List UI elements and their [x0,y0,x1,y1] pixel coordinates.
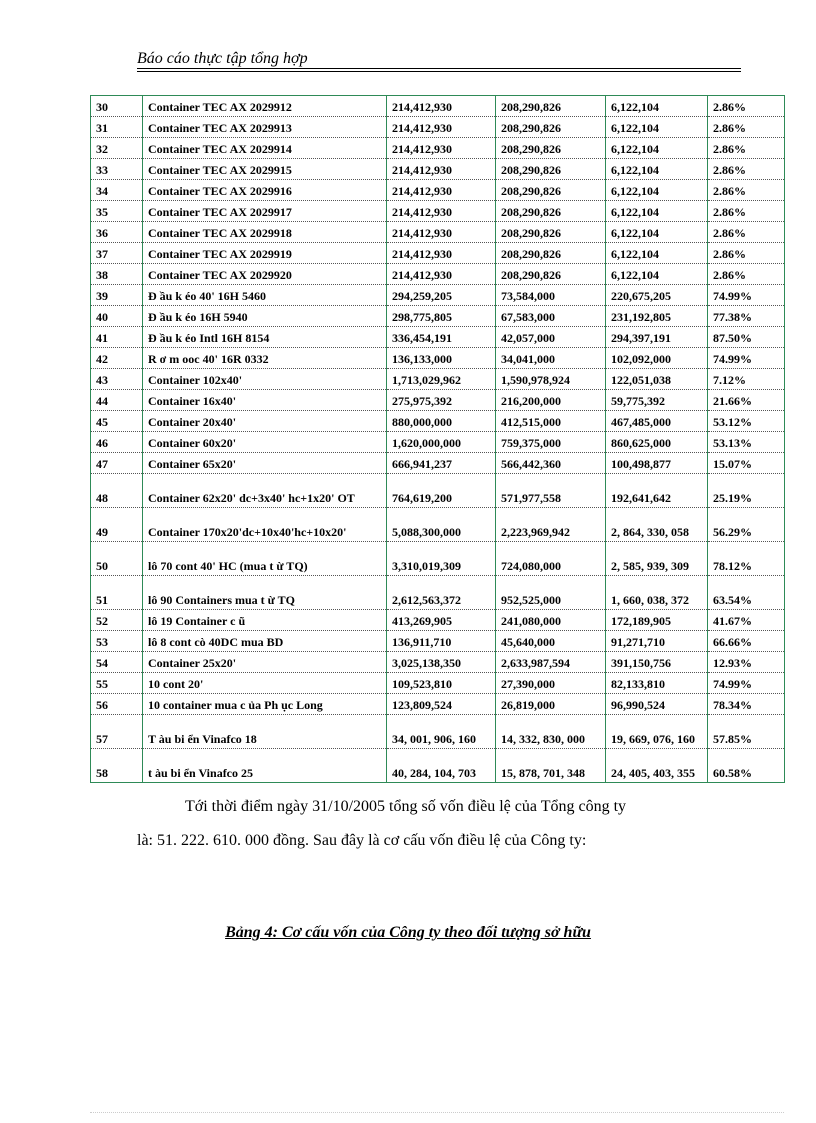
paragraph-line-1: Tới thời điểm ngày 31/10/2005 tổng số vốn điều lệ của Tổng công ty [185,798,627,815]
original-cost: 136,911,710 [387,631,496,652]
original-cost: 214,412,930 [387,201,496,222]
asset-name: Container 62x20' dc+3x40' hc+1x20' OT [143,474,387,508]
asset-name: Container TEC AX 2029916 [143,180,387,201]
table-row [91,542,785,576]
residual-value: 172,189,905 [606,610,708,631]
original-cost: 413,269,905 [387,610,496,631]
asset-name: lô 70 cont 40' HC (mua t ừ TQ) [143,542,387,576]
asset-name: 10 cont 20' [143,673,387,694]
table-row [91,610,785,631]
original-cost: 214,412,930 [387,264,496,285]
residual-ratio: 53.12% [708,411,785,432]
asset-name: Container TEC AX 2029914 [143,138,387,159]
residual-ratio: 74.99% [708,285,785,306]
original-cost: 136,133,000 [387,348,496,369]
original-cost: 214,412,930 [387,180,496,201]
residual-value: 294,397,191 [606,327,708,348]
residual-value: 1, 660, 038, 372 [606,576,708,610]
asset-name: Container 16x40' [143,390,387,411]
depreciation: 2,223,969,942 [496,508,606,542]
depreciation: 208,290,826 [496,201,606,222]
residual-value: 82,133,810 [606,673,708,694]
row-number: 31 [91,117,143,138]
depreciation: 208,290,826 [496,138,606,159]
depreciation: 15, 878, 701, 348 [496,749,606,783]
depreciation: 208,290,826 [496,222,606,243]
table-row [91,348,785,369]
original-cost: 3,310,019,309 [387,542,496,576]
residual-value: 96,990,524 [606,694,708,715]
residual-value: 6,122,104 [606,138,708,159]
residual-ratio: 77.38% [708,306,785,327]
residual-value: 6,122,104 [606,159,708,180]
table-caption [0,924,816,942]
residual-ratio: 74.99% [708,348,785,369]
residual-value: 102,092,000 [606,348,708,369]
residual-ratio: 63.54% [708,576,785,610]
residual-ratio: 7.12% [708,369,785,390]
row-number: 44 [91,390,143,411]
residual-ratio: 2.86% [708,264,785,285]
residual-ratio: 21.66% [708,390,785,411]
residual-value: 19, 669, 076, 160 [606,715,708,749]
table-row [91,138,785,159]
original-cost: 3,025,138,350 [387,652,496,673]
original-cost: 1,713,029,962 [387,369,496,390]
original-cost: 298,775,805 [387,306,496,327]
row-number: 51 [91,576,143,610]
paragraph-line-2: là: 51. 222. 610. 000 đồng. Sau đây là cơ cấu vốn điều lệ của Công ty: [137,832,587,849]
row-number: 42 [91,348,143,369]
depreciation: 26,819,000 [496,694,606,715]
row-number: 46 [91,432,143,453]
depreciation: 208,290,826 [496,96,606,117]
table-row [91,508,785,542]
row-number: 41 [91,327,143,348]
residual-value: 6,122,104 [606,96,708,117]
row-number: 58 [91,749,143,783]
row-number: 57 [91,715,143,749]
asset-name: lô 19 Container c ũ [143,610,387,631]
depreciation: 27,390,000 [496,673,606,694]
residual-ratio: 60.58% [708,749,785,783]
row-number: 34 [91,180,143,201]
residual-ratio: 2.86% [708,138,785,159]
asset-name: Container 170x20'dc+10x40'hc+10x20' [143,508,387,542]
depreciation: 14, 332, 830, 000 [496,715,606,749]
table-row [91,715,785,749]
residual-value: 100,498,877 [606,453,708,474]
footer-divider [90,1112,784,1113]
row-number: 37 [91,243,143,264]
asset-name: Container TEC AX 2029915 [143,159,387,180]
row-number: 33 [91,159,143,180]
table-row [91,474,785,508]
depreciation: 73,584,000 [496,285,606,306]
depreciation: 724,080,000 [496,542,606,576]
residual-ratio: 56.29% [708,508,785,542]
residual-ratio: 15.07% [708,453,785,474]
row-number: 39 [91,285,143,306]
residual-value: 6,122,104 [606,264,708,285]
original-cost: 123,809,524 [387,694,496,715]
original-cost: 1,620,000,000 [387,432,496,453]
original-cost: 34, 001, 906, 160 [387,715,496,749]
residual-value: 6,122,104 [606,222,708,243]
table-row [91,96,785,117]
residual-ratio: 2.86% [708,180,785,201]
residual-value: 6,122,104 [606,117,708,138]
depreciation: 208,290,826 [496,117,606,138]
asset-name: Container TEC AX 2029919 [143,243,387,264]
residual-value: 467,485,000 [606,411,708,432]
row-number: 48 [91,474,143,508]
residual-ratio: 12.93% [708,652,785,673]
residual-ratio: 2.86% [708,117,785,138]
asset-name: T àu bi ển Vinafco 18 [143,715,387,749]
depreciation: 566,442,360 [496,453,606,474]
original-cost: 214,412,930 [387,138,496,159]
asset-name: Container TEC AX 2029917 [143,201,387,222]
row-number: 38 [91,264,143,285]
row-number: 47 [91,453,143,474]
residual-value: 6,122,104 [606,180,708,201]
body-paragraph [137,790,741,858]
header-title: Báo cáo thực tập tổng hợp [137,50,308,67]
depreciation: 952,525,000 [496,576,606,610]
asset-name: Container 65x20' [143,453,387,474]
depreciation: 2,633,987,594 [496,652,606,673]
asset-name: Đ ầu k éo 40' 16H 5460 [143,285,387,306]
residual-value: 2, 864, 330, 058 [606,508,708,542]
asset-name: 10 container mua c ủa Ph ục Long [143,694,387,715]
row-number: 45 [91,411,143,432]
residual-value: 860,625,000 [606,432,708,453]
table-row [91,117,785,138]
table-row [91,411,785,432]
residual-value: 122,051,038 [606,369,708,390]
depreciation: 1,590,978,924 [496,369,606,390]
original-cost: 2,612,563,372 [387,576,496,610]
row-number: 50 [91,542,143,576]
table-row [91,201,785,222]
residual-ratio: 41.67% [708,610,785,631]
table-caption-text: Bảng 4: Cơ cấu vốn của Công ty theo đối tượng sở hữu [225,924,591,941]
table-row [91,390,785,411]
original-cost: 109,523,810 [387,673,496,694]
page-header [137,50,741,72]
residual-value: 6,122,104 [606,243,708,264]
asset-name: t àu bi ển Vinafco 25 [143,749,387,783]
residual-ratio: 2.86% [708,96,785,117]
residual-ratio: 57.85% [708,715,785,749]
asset-name: Container 60x20' [143,432,387,453]
original-cost: 214,412,930 [387,96,496,117]
table-row [91,432,785,453]
depreciation: 45,640,000 [496,631,606,652]
depreciation: 42,057,000 [496,327,606,348]
table-row [91,453,785,474]
table-row [91,576,785,610]
residual-value: 231,192,805 [606,306,708,327]
residual-value: 6,122,104 [606,201,708,222]
row-number: 32 [91,138,143,159]
table-row [91,631,785,652]
original-cost: 880,000,000 [387,411,496,432]
residual-ratio: 87.50% [708,327,785,348]
residual-ratio: 53.13% [708,432,785,453]
residual-value: 2, 585, 939, 309 [606,542,708,576]
depreciation: 208,290,826 [496,264,606,285]
table-row [91,180,785,201]
residual-value: 220,675,205 [606,285,708,306]
residual-value: 192,641,642 [606,474,708,508]
asset-name: Container TEC AX 2029920 [143,264,387,285]
original-cost: 214,412,930 [387,222,496,243]
residual-value: 391,150,756 [606,652,708,673]
original-cost: 40, 284, 104, 703 [387,749,496,783]
asset-name: R ơ m ooc 40' 16R 0332 [143,348,387,369]
original-cost: 764,619,200 [387,474,496,508]
residual-ratio: 25.19% [708,474,785,508]
depreciation: 208,290,826 [496,159,606,180]
table-row [91,222,785,243]
asset-name: Đ ầu k éo Intl 16H 8154 [143,327,387,348]
depreciation: 571,977,558 [496,474,606,508]
table-row [91,749,785,783]
table-row [91,306,785,327]
depreciation: 67,583,000 [496,306,606,327]
row-number: 53 [91,631,143,652]
table-row [91,159,785,180]
original-cost: 214,412,930 [387,243,496,264]
residual-ratio: 2.86% [708,243,785,264]
original-cost: 666,941,237 [387,453,496,474]
original-cost: 214,412,930 [387,117,496,138]
header-rule [137,71,741,72]
row-number: 49 [91,508,143,542]
table-row [91,652,785,673]
asset-name: Container TEC AX 2029918 [143,222,387,243]
table-row [91,369,785,390]
row-number: 52 [91,610,143,631]
asset-name: Container TEC AX 2029912 [143,96,387,117]
row-number: 56 [91,694,143,715]
table-row [91,694,785,715]
original-cost: 5,088,300,000 [387,508,496,542]
residual-ratio: 2.86% [708,201,785,222]
depreciation: 241,080,000 [496,610,606,631]
original-cost: 294,259,205 [387,285,496,306]
row-number: 40 [91,306,143,327]
original-cost: 336,454,191 [387,327,496,348]
residual-ratio: 2.86% [708,222,785,243]
asset-name: Container 20x40' [143,411,387,432]
asset-name: Đ ầu k éo 16H 5940 [143,306,387,327]
header-rule [137,68,741,69]
original-cost: 275,975,392 [387,390,496,411]
depreciation: 412,515,000 [496,411,606,432]
depreciation: 34,041,000 [496,348,606,369]
residual-value: 24, 405, 403, 355 [606,749,708,783]
residual-value: 91,271,710 [606,631,708,652]
table-row [91,243,785,264]
depreciation: 208,290,826 [496,243,606,264]
asset-name: Container 102x40' [143,369,387,390]
residual-ratio: 2.86% [708,159,785,180]
row-number: 43 [91,369,143,390]
asset-name: Container TEC AX 2029913 [143,117,387,138]
asset-table [90,95,785,783]
row-number: 30 [91,96,143,117]
row-number: 35 [91,201,143,222]
residual-ratio: 66.66% [708,631,785,652]
asset-name: Container 25x20' [143,652,387,673]
row-number: 36 [91,222,143,243]
depreciation: 216,200,000 [496,390,606,411]
depreciation: 208,290,826 [496,180,606,201]
table-row [91,264,785,285]
depreciation: 759,375,000 [496,432,606,453]
residual-ratio: 78.12% [708,542,785,576]
row-number: 55 [91,673,143,694]
residual-ratio: 74.99% [708,673,785,694]
table-row [91,327,785,348]
row-number: 54 [91,652,143,673]
asset-name: lô 90 Containers mua t ừ TQ [143,576,387,610]
asset-name: lô 8 cont cò 40DC mua BD [143,631,387,652]
residual-ratio: 78.34% [708,694,785,715]
residual-value: 59,775,392 [606,390,708,411]
original-cost: 214,412,930 [387,159,496,180]
table-row [91,673,785,694]
table-row [91,285,785,306]
